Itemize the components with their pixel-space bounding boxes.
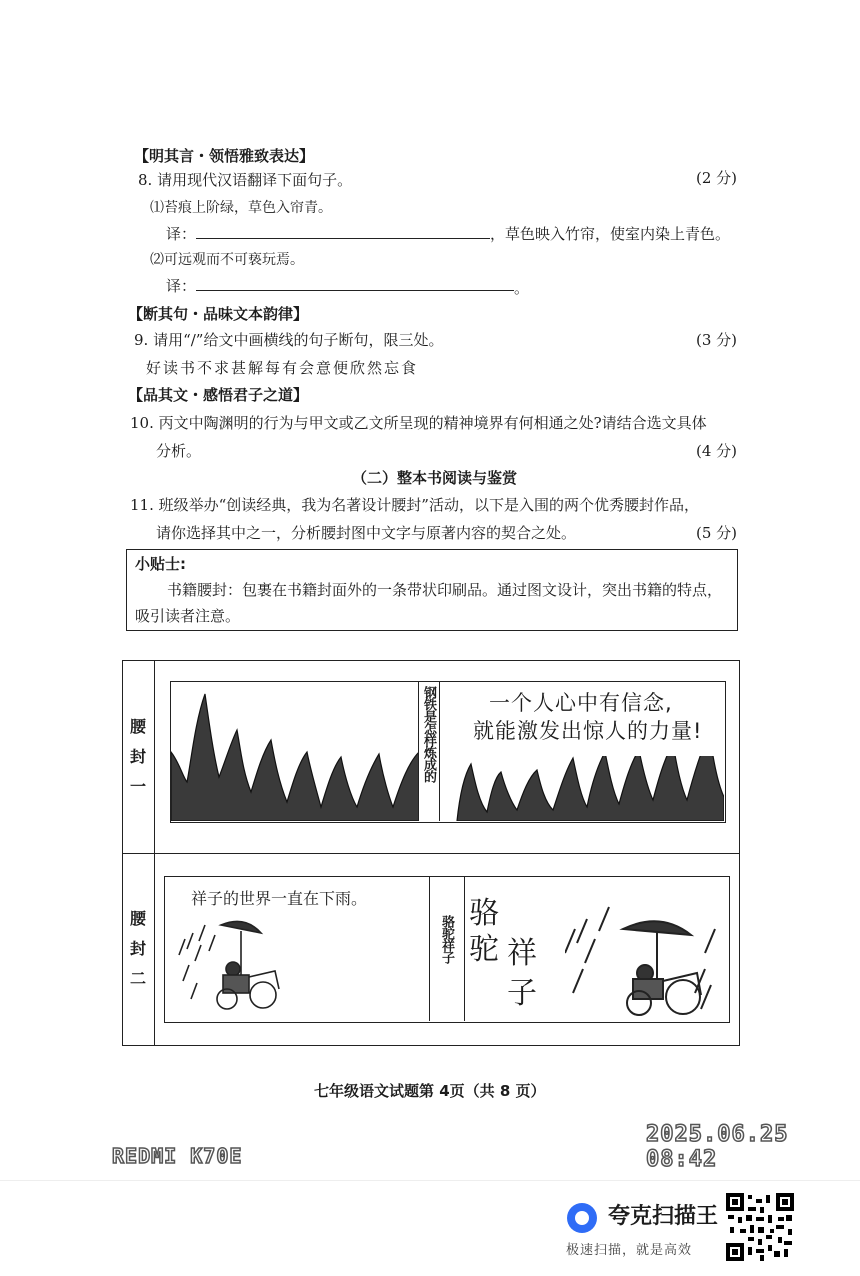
q8-sentence-1-tail: ，草色映入竹帘，使室内染上青色。 bbox=[490, 225, 731, 243]
q8-sentence-1: ⑴苔痕上阶绿，草色入帘青。 bbox=[150, 200, 332, 216]
quark-logo-icon bbox=[567, 1203, 597, 1233]
section-heading-c: 【品其文・感悟君子之道】 bbox=[128, 386, 309, 404]
question-10-cont: 分析。 bbox=[156, 442, 202, 460]
belt-1-quote-line-1: 一个人心中有信念, bbox=[489, 691, 673, 715]
answer-blank-2[interactable] bbox=[196, 290, 514, 291]
belt-2-label: 腰 封 二 bbox=[129, 909, 146, 988]
rickshaw-rain-large-icon bbox=[565, 889, 725, 1019]
tip-box bbox=[126, 549, 738, 631]
question-9: 9. 请用“/”给文中画横线的句子断句，限三处。 bbox=[134, 331, 444, 349]
question-10: 10. 丙文中陶渊明的行为与甲文或乙文所呈现的精神境界有何相通之处?请结合选文具体 bbox=[130, 414, 707, 432]
q8-translate-label-2: 译： bbox=[166, 277, 197, 295]
tip-title: 小贴士: bbox=[135, 555, 186, 573]
question-11-score: (5 分) bbox=[696, 524, 738, 542]
tip-line-2: 吸引读者注意。 bbox=[135, 607, 241, 625]
question-11-cont: 请你选择其中之一，分析腰封图中文字与原著内容的契合之处。 bbox=[156, 524, 577, 542]
qr-code-icon[interactable] bbox=[726, 1193, 794, 1261]
belt-1-design bbox=[170, 681, 726, 823]
column-divider bbox=[154, 660, 155, 1046]
belt-2-design bbox=[164, 876, 730, 1023]
big-char-1: 骆 bbox=[469, 896, 499, 931]
big-char-2: 驼 bbox=[469, 932, 499, 967]
question-11: 11. 班级举办“创读经典，我为名著设计腰封”活动，以下是入围的两个优秀腰封作品， bbox=[130, 496, 699, 514]
question-8-score: (2 分) bbox=[696, 169, 738, 187]
app-name: 夸克扫描王 bbox=[608, 1204, 719, 1229]
big-char-4: 子 bbox=[507, 976, 537, 1011]
belt-2-caption: 祥子的世界一直在下雨。 bbox=[191, 889, 368, 908]
answer-blank-1[interactable] bbox=[196, 238, 490, 239]
big-char-3: 祥 bbox=[507, 936, 537, 971]
rickshaw-rain-icon bbox=[175, 919, 295, 1019]
section-heading-b: 【断其句・品味文本韵律】 bbox=[128, 305, 309, 323]
row-divider bbox=[122, 853, 740, 854]
timestamp-stamp: 2025.06.25 08:42 bbox=[646, 1122, 789, 1172]
question-9-score: (3 分) bbox=[696, 331, 738, 349]
page-footer: 七年级语文试题第 4页（共 8 页） bbox=[314, 1082, 546, 1100]
belt-1-quote-line-2: 就能激发出惊人的力量! bbox=[473, 719, 703, 743]
q8-sentence-2: ⑵可远观而不可亵玩焉。 bbox=[150, 252, 304, 268]
q9-sentence: 好读书不求甚解每有会意便欣然忘食 bbox=[146, 359, 419, 377]
belt-2-book-title: 骆驼祥子 bbox=[439, 915, 454, 963]
part-title: （二）整本书阅读与鉴赏 bbox=[352, 469, 518, 487]
q8-translate-label-1: 译： bbox=[166, 225, 197, 243]
app-slogan: 极速扫描，就是高效 bbox=[566, 1243, 693, 1258]
scanner-app-bar bbox=[0, 1180, 860, 1276]
device-stamp: REDMI K70E bbox=[112, 1144, 243, 1168]
belt-1-label: 腰 封 一 bbox=[129, 717, 146, 796]
q8-sentence-2-tail: 。 bbox=[514, 279, 530, 297]
question-8: 8. 请用现代汉语翻译下面句子。 bbox=[138, 171, 353, 189]
section-heading-a: 【明其言・领悟雅致表达】 bbox=[134, 147, 315, 165]
tip-line-1: 书籍腰封：包裹在书籍封面外的一条带状印刷品。通过图文设计，突出书籍的特点， bbox=[167, 581, 723, 599]
question-10-score: (4 分) bbox=[696, 442, 738, 460]
belt-1-book-title: 钢铁是怎样炼成的 bbox=[421, 686, 436, 782]
